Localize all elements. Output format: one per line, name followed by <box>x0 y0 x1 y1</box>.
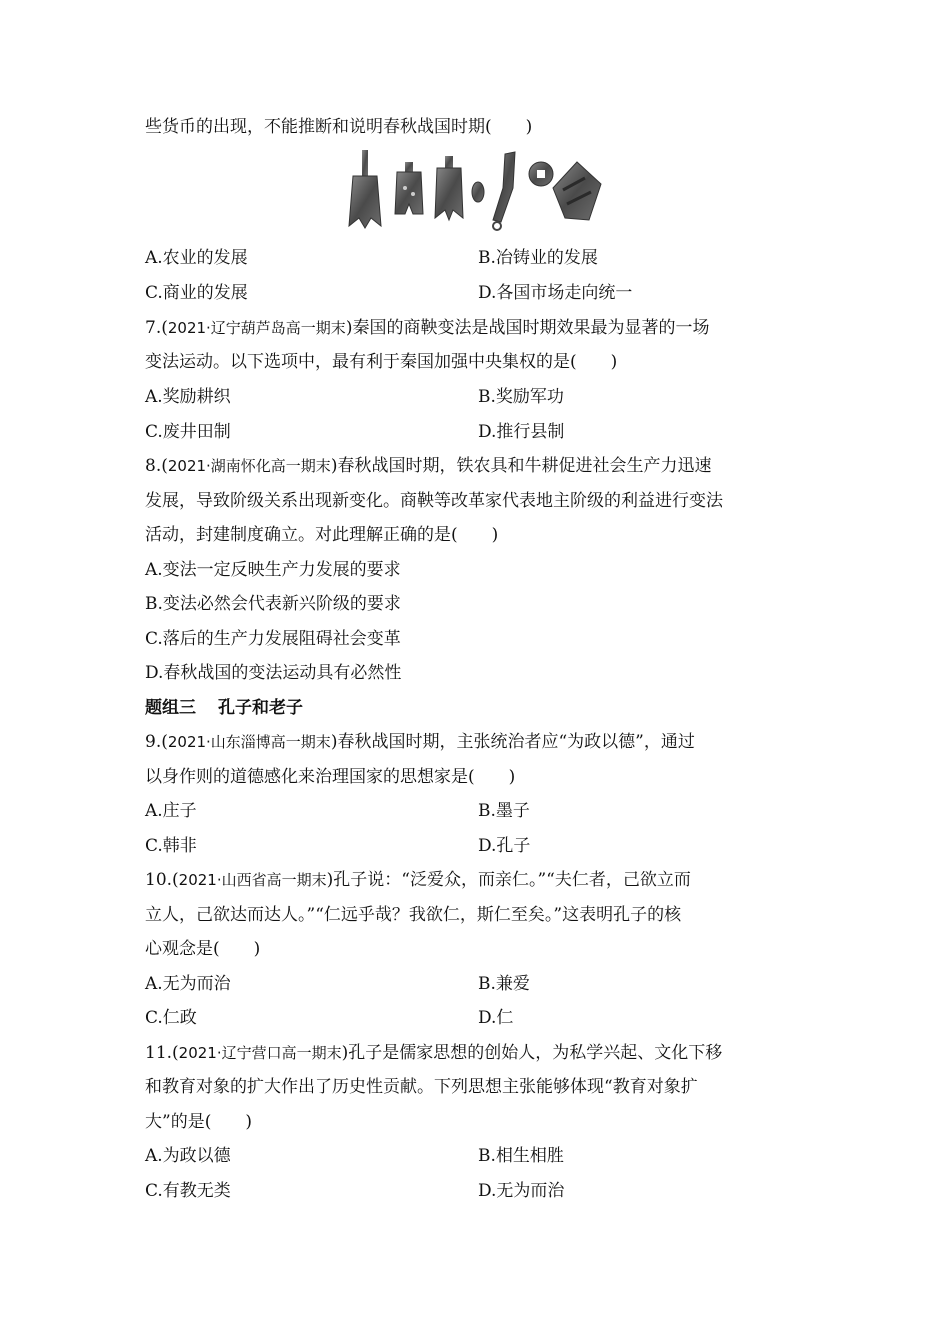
q7-source: 2021·辽宁葫芦岛高一期末 <box>167 319 346 337</box>
q11-option-d[interactable]: D.无为而治 <box>478 1181 565 1201</box>
q10-stem-line2: 立人，己欲达而达人。”“仁远乎哉？我欲仁，斯仁至矣。”这表明孔子的核 <box>145 905 682 925</box>
q9-stem-line2: 以身作则的道德感化来治理国家的思想家是( ) <box>145 767 516 787</box>
q11-stem-line1: 11.(2021·辽宁营口高一期末)孔子是儒家思想的创始人，为私学兴起、文化下移 <box>145 1043 723 1063</box>
q11-stem-line2: 和教育对象的扩大作出了历史性贡献。下列思想主张能够体现“教育对象扩 <box>145 1077 698 1097</box>
q7-option-d[interactable]: D.推行县制 <box>478 422 565 442</box>
q8-source: 2021·湖南怀化高一期末 <box>167 457 331 475</box>
q7-option-a[interactable]: A.奖励耕织 <box>145 387 231 407</box>
q11-stem-line3: 大”的是( ) <box>145 1112 252 1132</box>
q8-option-a[interactable]: A.变法一定反映生产力发展的要求 <box>145 560 401 580</box>
ant-nose-coin-icon <box>472 182 484 202</box>
q10-stem-line3: 心观念是( ) <box>145 939 261 959</box>
q10-stem-line1: 10.(2021·山西省高一期末)孔子说：“泛爱众，而亲仁。”“夫仁者，己欲立而 <box>145 870 691 890</box>
q9-option-c[interactable]: C.韩非 <box>145 836 197 856</box>
round-coin-icon <box>529 162 553 186</box>
q7-stem-line2: 变法运动。以下选项中，最有利于秦国加强中央集权的是( ) <box>145 352 618 372</box>
q7-stem-line1: 7.(2021·辽宁葫芦岛高一期末)秦国的商鞅变法是战国时期效果最为显著的一场 <box>145 318 710 338</box>
q11-option-b[interactable]: B.相生相胜 <box>478 1146 564 1166</box>
q10-option-d[interactable]: D.仁 <box>478 1008 514 1028</box>
q10-option-b[interactable]: B.兼爱 <box>478 974 530 994</box>
q11-option-c[interactable]: C.有教无类 <box>145 1181 231 1201</box>
q6-option-c[interactable]: C.商业的发展 <box>145 283 248 303</box>
q9-option-a[interactable]: A.庄子 <box>145 801 197 821</box>
ancient-coins-image <box>345 148 605 234</box>
q6-option-d[interactable]: D.各国市场走向统一 <box>478 283 633 303</box>
pointed-spade-coin-icon <box>435 156 463 220</box>
q8-option-b[interactable]: B.变法必然会代表新兴阶级的要求 <box>145 594 401 614</box>
q8-option-d[interactable]: D.春秋战国的变法运动具有必然性 <box>145 663 402 683</box>
q11-source: 2021·辽宁营口高一期末 <box>178 1044 342 1062</box>
q9-stem-line1: 9.(2021·山东淄博高一期末)春秋战国时期，主张统治者应“为政以德”，通过 <box>145 732 695 752</box>
q6-stem-tail: 些货币的出现，不能推断和说明春秋战国时期( ) <box>145 117 533 137</box>
q6-option-b[interactable]: B.冶铸业的发展 <box>478 248 598 268</box>
q6-option-a[interactable]: A.农业的发展 <box>145 248 248 268</box>
plate-money-icon <box>553 162 601 220</box>
spade-coin-icon <box>349 150 381 228</box>
q11-option-a[interactable]: A.为政以德 <box>145 1146 231 1166</box>
square-spade-coin-icon <box>395 162 423 214</box>
q8-stem-line1: 8.(2021·湖南怀化高一期末)春秋战国时期，铁农具和牛耕促进社会生产力迅速 <box>145 456 712 476</box>
q10-source: 2021·山西省高一期末 <box>178 871 327 889</box>
q8-stem-line3: 活动，封建制度确立。对此理解正确的是( ) <box>145 525 499 545</box>
q9-option-b[interactable]: B.墨子 <box>478 801 530 821</box>
q8-option-c[interactable]: C.落后的生产力发展阻碍社会变革 <box>145 629 401 649</box>
q10-option-c[interactable]: C.仁政 <box>145 1008 197 1028</box>
q8-stem-line2: 发展，导致阶级关系出现新变化。商鞅等改革家代表地主阶级的利益进行变法 <box>145 491 723 511</box>
q7-option-c[interactable]: C.废井田制 <box>145 422 231 442</box>
q9-source: 2021·山东淄博高一期末 <box>167 733 331 751</box>
knife-coin-icon <box>493 152 515 230</box>
q9-option-d[interactable]: D.孔子 <box>478 836 531 856</box>
q7-option-b[interactable]: B.奖励军功 <box>478 387 564 407</box>
section-heading: 题组三 孔子和老子 <box>145 698 303 718</box>
q10-option-a[interactable]: A.无为而治 <box>145 974 231 994</box>
